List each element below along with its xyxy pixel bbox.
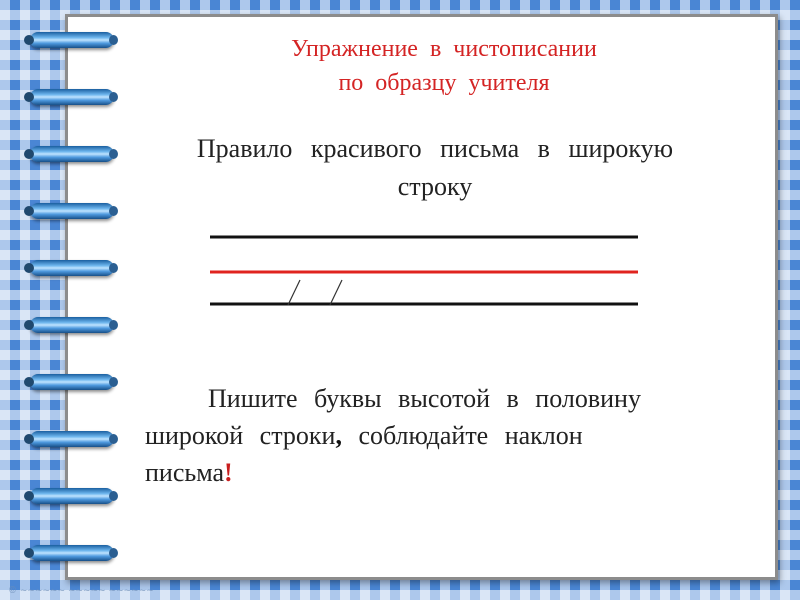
spiral-ring-icon (30, 203, 114, 219)
spiral-ring-icon (30, 374, 114, 390)
author-watermark: © ~~~~~~ ~~~~~ ~~~~~~ (8, 586, 154, 596)
slant-stroke-1 (288, 280, 300, 305)
instruction-text (145, 380, 745, 491)
title-line-2: по образцу учителя (338, 70, 550, 96)
instruction-line-1: Пишите буквы высотой в половину (208, 384, 641, 413)
rule-line-1: Правило красивого письма в широкую (196, 134, 674, 163)
instruction-line-3 (145, 454, 745, 491)
spiral-ring-icon (30, 89, 114, 105)
instruction-line-2-end: соблюдайте наклон (341, 421, 583, 450)
rule-line-2: строку (397, 172, 473, 201)
instruction-line-3-word: письма (145, 458, 225, 487)
spiral-ring-icon (30, 317, 114, 333)
slant-stroke-2 (330, 280, 342, 305)
instruction-line-2-start: широкой строки (145, 421, 336, 450)
spiral-ring-icon (30, 32, 114, 48)
spiral-ring-icon (30, 431, 114, 447)
rule-heading (130, 130, 740, 206)
spiral-ring-icon (30, 488, 114, 504)
exclamation-mark: ! (224, 458, 233, 487)
bold-comma: , (335, 421, 342, 450)
slide-title (150, 32, 738, 100)
title-line-1: Упражнение в чистописании (291, 36, 597, 62)
spiral-ring-icon (30, 545, 114, 561)
spiral-ring-icon (30, 260, 114, 276)
spiral-ring-icon (30, 146, 114, 162)
instruction-line-2 (145, 417, 745, 454)
handwriting-guide-lines (200, 225, 650, 315)
